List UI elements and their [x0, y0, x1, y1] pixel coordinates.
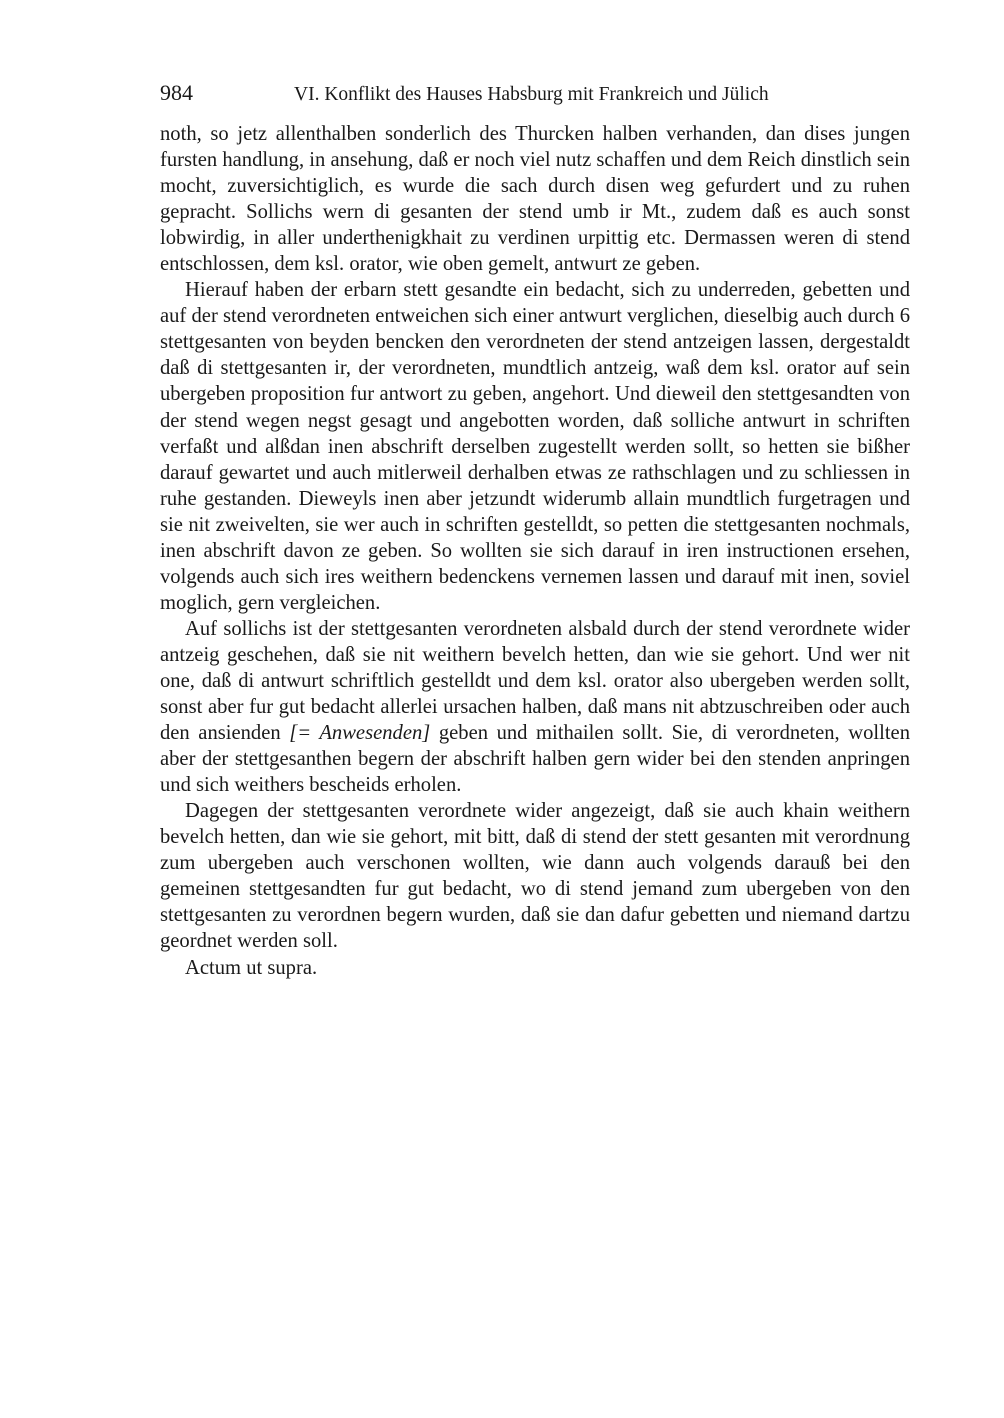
paragraph-2: Hierauf haben der erbarn stett gesandte ein bedacht, sich zu underreden, gebetten und auf der stend verordneten entweichen sich einer antwurt verglichen, dieselbig auch durch 6 stettgesanten von beyden bencken den verordneten der stend antzeigen lassen, dergestaldt daß di stettgesanten ir, der verordneten, mundtlich antzeig, waß dem ksl. orator auf sein ubergeben proposition fur antwort zu geben, angehort. Und dieweil den stettgesandten von der stend wegen negst gesagt und angebotten worden, daß solliche antwurt in schriften verfaßt und alßdan inen abschrift derselben zugestellt werden sollt, so hetten sie bißher darauf gewartet und auch mitlerweil derhalben etwas ze rathschlagen und zu schliessen in ruhe gestanden. Dieweyls inen aber jetzundt widerumb allain mundtlich furgetragen und sie nit zweivelten, sie wer auch in schriften gestelldt, so petten die stettgesanten nochmals, inen abschrift davon ze geben. So wollten sie sich darauf in iren instructionen ersehen, volgends auch sich ires weithern bedenckens vernemen lassen und darauf mit inen, soviel moglich, gern vergleichen. [160, 279, 910, 614]
paragraph-3 [160, 616, 910, 798]
closing-line: Actum ut supra. [185, 956, 318, 979]
page-number: 984 [160, 80, 193, 105]
paragraph-3-text-before: Auf sollichs ist der stettgesanten verordneten alsbald durch der stend verordnete wider antzeig geschehen, daß sie nit weithern bevelch hetten, dan wie sie gehort. Und wer nit one, daß di antwurt schriftlich gestelldt und dem ksl. orator also ubergeben werden sollt, sonst aber fur gut bedacht allerlei ursachen halben, daß mans nit abtzuschreiben oder auch den ansienden [160, 617, 910, 745]
running-head [160, 78, 910, 108]
paragraph-3-text-after: geben und mithailen sollt. Sie, di verordneten, wollten aber der stettgesanthen begern der abschrift halben gern wider bei den stenden anpringen und sich weithers bescheids erholen. [160, 722, 910, 797]
paragraph-4: Dagegen der stettgesanten verordnete wider angezeigt, daß sie auch khain weithern bevelch hetten, dan wie sie gehort, mit bitt, daß di stend der stett gesanten mit verordnung zum ubergeben auch verschonen wollten, wie dann auch volgends darauß bei den gemeinen stettgesandten fur gut bedacht, wo di stend jemand zum ubergeben von den stettgesanten zu verordnen begern wurden, daß sie dan dafur gebetten und niemand dartzu geordnet werden soll. [160, 800, 910, 953]
body-text [160, 121, 910, 981]
paragraph-1: noth, so jetz allenthalben sonderlich des Thurcken halben verhanden, dan dises jungen fursten handlung, in ansehung, daß er noch viel nutz schaffen und dem Reich dinstlich sein mocht, zuversichtiglich, es wurde die sach durch disen weg gefurdert und zu ruhen gepracht. Sollichs wern di gesanten der stend umb ir Mt., zudem daß es auch sonst lobwirdig, in aller underthenigkhait zu verdinen urpittig etc. Dermassen weren di stend entschlossen, dem ksl. orator, wie oben gemelt, antwurt ze geben. [160, 123, 910, 276]
document-page [160, 78, 910, 981]
editorial-note: [= Anwesenden] [289, 722, 431, 745]
running-title: VI. Konflikt des Hauses Habsburg mit Frankreich und Jülich [294, 84, 769, 105]
